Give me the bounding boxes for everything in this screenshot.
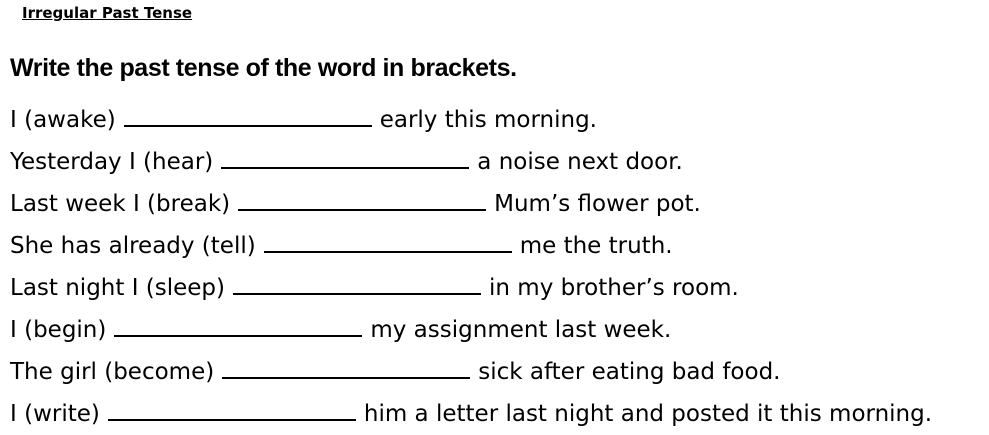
sentence-rest: a noise next door. bbox=[477, 149, 683, 175]
answer-blank[interactable] bbox=[264, 223, 512, 253]
sentence-rest: me the truth. bbox=[519, 233, 673, 259]
answer-blank[interactable] bbox=[108, 391, 356, 421]
sentence-prompt: I (write) bbox=[10, 401, 100, 427]
answer-blank[interactable] bbox=[124, 97, 372, 127]
answer-blank[interactable] bbox=[238, 181, 486, 211]
sentence-row bbox=[10, 265, 932, 307]
sentence-rest: early this morning. bbox=[379, 107, 597, 133]
sentence-prompt: I (begin) bbox=[10, 317, 107, 343]
sentence-row bbox=[10, 97, 932, 139]
sentence-row bbox=[10, 307, 932, 349]
sentence-rest: him a letter last night and posted it this morning. bbox=[363, 401, 933, 427]
sentence-row bbox=[10, 181, 932, 223]
sentence-row bbox=[10, 349, 932, 391]
sentence-rest: Mum’s flower pot. bbox=[494, 191, 701, 217]
sentence-rest: sick after eating bad food. bbox=[478, 359, 781, 385]
worksheet-heading: Irregular Past Tense bbox=[22, 4, 193, 22]
sentence-rest: my assignment last week. bbox=[370, 317, 672, 343]
sentence-list bbox=[10, 97, 932, 433]
answer-blank[interactable] bbox=[221, 139, 469, 169]
answer-blank[interactable] bbox=[222, 349, 470, 379]
answer-blank[interactable] bbox=[114, 307, 362, 337]
sentence-prompt: Yesterday I (hear) bbox=[10, 149, 214, 175]
sentence-prompt: I (awake) bbox=[10, 107, 116, 133]
answer-blank[interactable] bbox=[233, 265, 481, 295]
instruction-text: Write the past tense of the word in brackets. bbox=[10, 54, 517, 82]
sentence-prompt: Last night I (sleep) bbox=[10, 275, 226, 301]
sentence-prompt: The girl (become) bbox=[10, 359, 215, 385]
sentence-row bbox=[10, 139, 932, 181]
sentence-prompt: She has already (tell) bbox=[10, 233, 256, 259]
sentence-rest: in my brother’s room. bbox=[489, 275, 739, 301]
sentence-row bbox=[10, 391, 932, 433]
sentence-prompt: Last week I (break) bbox=[10, 191, 231, 217]
sentence-row bbox=[10, 223, 932, 265]
